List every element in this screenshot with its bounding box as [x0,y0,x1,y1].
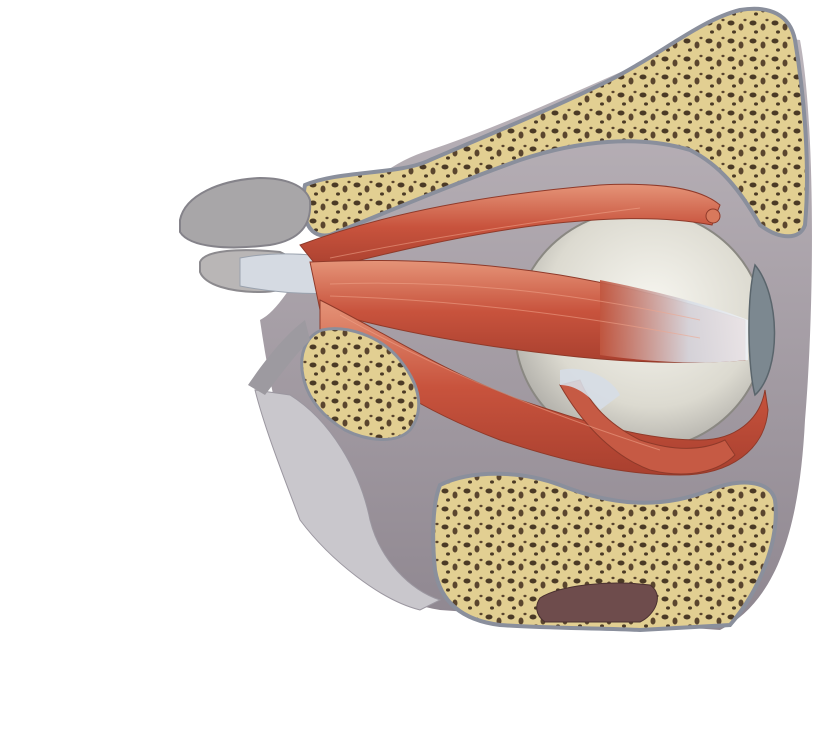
orbital-rim [180,178,310,247]
trochlea-vessel [706,209,720,223]
